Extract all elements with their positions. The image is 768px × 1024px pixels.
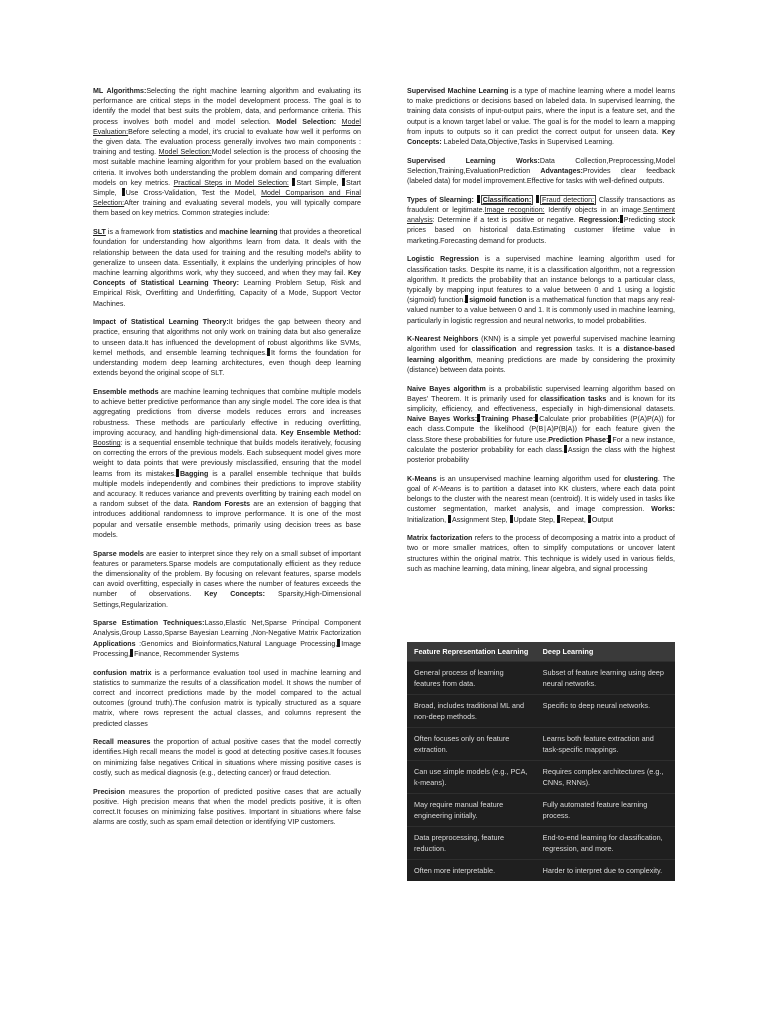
supervised-works-paragraph: Supervised Learning Works:Data Collection,Preprocessing,Model Selection,Training,EvaluationPrediction Advantages:Provides clear feedback (labeled data) for model improvement.Effective for tasks with well-defined outputs. bbox=[407, 156, 675, 186]
supervised-ml-paragraph: Supervised Machine Learning is a type of machine learning where a model learns to make predictions or decisions based on labeled data. In supervised learning, the training data consists of input-output pairs, where the input is a feature set, and the output is a known target label or value. The goal is for the model to learn a mapping from inputs to outputs so it can predict the correct output for unseen data. Key Concepts: Labeled Data,Objective,Tasks in Supervised Learning. bbox=[407, 87, 676, 147]
marker-icon bbox=[448, 515, 451, 523]
marker-icon bbox=[608, 435, 611, 443]
table-cell: Harder to interpret due to complexity. bbox=[536, 860, 675, 882]
table-row bbox=[407, 827, 675, 860]
table-cell: General process of learning features from data. bbox=[407, 662, 536, 695]
marker-icon bbox=[536, 195, 539, 203]
naive-bayes-paragraph: Naive Bayes algorithm is a probabilistic supervised learning algorithm based on Bayes' Theorem. It is primarily used for classification tasks and is known for its simplicity, efficiency, and effectiveness, especially in high-dimensional datasets. Naive Bayes Works: Training Phase: Calculate prior probabilities (P(A)P(A)) for each class.Compute the likelihood (P(B∣A)P(B|A)) for each feature given the class.Store these probabilities for future use.Prediction Phase: For a new instance, calculate the posterior probability for each class. Assign the class with the highest posterior probability bbox=[407, 384, 676, 464]
table-row bbox=[407, 860, 675, 882]
table-cell: Often more interpretable. bbox=[407, 860, 536, 882]
table-row bbox=[407, 695, 675, 728]
marker-icon bbox=[292, 178, 295, 186]
table-cell: Data preprocessing, feature reduction. bbox=[407, 827, 536, 860]
table-cell: Specific to deep neural networks. bbox=[536, 695, 675, 728]
confusion-matrix-paragraph: confusion matrix is a performance evaluation tool used in machine learning and statistics to summarize the results of a classification model. It shows the number of correct and incorrect predictions made by the model compared to the actual outcomes (ground truth).The confusion matrix is typically structured as a square matrix, where rows represent the actual classes, and columns represent the predicted classes bbox=[93, 668, 362, 728]
marker-icon bbox=[267, 348, 270, 356]
ml-algorithms-paragraph: ML Algorithms:Selecting the right machine learning algorithm and evaluating its performance are critical steps in the model development process. The goal is to identify the model that best suits the problem, data, and performance criteria. This process involves both model and model selection. Model Selection: Model Evaluation:Before selecting a model, it's crucial to evaluate how well it performs on the given data. The evaluation process generally involves two main components : training and testing. Model Selection:Model selection is the process of choosing the most suitable machine learning algorithm for your problem based on the evaluation criteria. It involves both understanding the problem domain and comparing different models on key metrics. Practical Steps in Model Selection: Start Simple, Start Simple, Use Cross-Validation, Test the Model, Model Comparison and Final Selection:After training and evaluating several models, you will typically compare them based on key metrics. Common strategies include: bbox=[93, 87, 362, 218]
recall-paragraph: Recall measures the proportion of actual positive cases that the model correctly identifies.High recall means the model is good at detecting positive cases.It focuses on minimizing false negatives Critical in situations where missing positive cases is costly, such as medical diagnosis (e.g., detecting cancer) or fraud detection. bbox=[93, 738, 361, 777]
marker-icon bbox=[510, 515, 513, 523]
table-cell: Often focuses only on feature extraction. bbox=[407, 728, 536, 761]
matrix-factorization-paragraph: Matrix factorization refers to the process of decomposing a matrix into a product of two or more smaller matrices, often to simplify computations or uncover latent structures within the original matrix. This technique is widely used in various fields, such as machine learning, data mining, linear algebra, and signal processing bbox=[407, 534, 675, 573]
column-header: Feature Representation Learning bbox=[407, 642, 536, 662]
table-cell: Broad, includes traditional ML and non-deep methods. bbox=[407, 695, 536, 728]
table-row bbox=[407, 728, 675, 761]
marker-icon bbox=[176, 469, 179, 477]
table-cell: Learns both feature extraction and task-specific mappings. bbox=[536, 728, 675, 761]
table-cell: End-to-end learning for classification, regression, and more. bbox=[536, 827, 675, 860]
marker-icon bbox=[477, 195, 480, 203]
table-row bbox=[407, 662, 675, 695]
marker-icon bbox=[465, 295, 468, 303]
sparse-models-paragraph: Sparse models are easier to interpret since they rely on a small subset of important features or parameters.Sparse models are computationally efficient as they reduce the dimensionality of the problem. By focusing on relevant features, sparse models can avoid overfitting, especially in cases where the number of features exceeds the number of observations. Key Concepts: Sparsity,High-Dimensional Settings,Regularization. bbox=[93, 549, 362, 609]
column-header: Deep Learning bbox=[536, 642, 675, 662]
table-row bbox=[407, 794, 675, 827]
table-cell: Fully automated feature learning process. bbox=[536, 794, 675, 827]
marker-icon bbox=[557, 515, 560, 523]
logistic-regression-paragraph: Logistic Regression is a supervised machine learning algorithm used for classification tasks. Despite its name, it is a classification algorithm, not a regression algorithm. It predicts the probability that an instance belongs to a particular class, typically by mapping input features to a value between 0 and 1 using a logistic (sigmoid) function. sigmoid function is a mathematical function that maps any real-valued number to a value between 0 and 1. It is commonly used in machine learning, particularly in logistic regression and neural networks, to model probabilities. bbox=[407, 255, 675, 325]
marker-icon bbox=[342, 178, 345, 186]
sparse-estimation-paragraph: Sparse Estimation Techniques:Lasso,Elastic Net,Sparse Principal Component Analysis,Group Lasso,Sparse Bayesian Learning ,Non-Negative Matrix Factorization Applications :Genomics and Bioinformatics,Natural Language Processing, Image Processing, Finance, Recommender Systems bbox=[93, 619, 361, 658]
marker-icon bbox=[588, 515, 591, 523]
marker-icon bbox=[535, 414, 538, 422]
precision-paragraph: Precision measures the proportion of predicted positive cases that are actually positive. High precision means that when the model predicts positive, it is often correct.It focuses on minimizing false positives. Important in situations where false alarms are costly, such as spam email detection or identifying VIP customers. bbox=[93, 787, 361, 827]
comparison-table bbox=[407, 642, 675, 881]
marker-icon bbox=[477, 414, 480, 422]
marker-icon bbox=[620, 215, 623, 223]
table-cell: May require manual feature engineering initially. bbox=[407, 794, 536, 827]
kmeans-paragraph: K-Means is an unsupervised machine learning algorithm used for clustering. The goal of K-Means is to partition a dataset into KK clusters, where each data point belongs to the cluster with the nearest mean (centroid). It is widely used in tasks like customer segmentation, market analysis, and image compression. Works: Initialization, Assignment Step, Update Step, Repeat, Output bbox=[407, 474, 675, 524]
left-column bbox=[93, 86, 361, 836]
marker-icon bbox=[130, 649, 133, 657]
table-cell: Requires complex architectures (e.g., CNNs, RNNs). bbox=[536, 761, 675, 794]
table-row bbox=[407, 761, 675, 794]
impact-slt-paragraph: Impact of Statistical Learning Theory:It bridges the gap between theory and practice, ensuring that algorithms not only work on training data but also generalize to unseen data.It has influenced the development of robust algorithms like SVMs, kernel methods, and ensemble learning techniques. It forms the foundation for understanding modern deep learning architectures, even though deep learning extends beyond the original scope of SLT. bbox=[93, 318, 361, 378]
right-column bbox=[407, 86, 675, 583]
marker-icon bbox=[122, 188, 125, 196]
table-cell: Can use simple models (e.g., PCA, k-means). bbox=[407, 761, 536, 794]
ensemble-paragraph: Ensemble methods are machine learning techniques that combine multiple models to achieve better predictive performance than any single model. The core idea is that aggregating predictions from diverse models reduces errors and increases robustness. These methods are particularly effective in reducing overfitting, improving accuracy, and handling high-dimensional data. Key Ensemble Method: Boosting: is a sequential ensemble technique that builds models iteratively, focusing on correcting the errors of the previous models. Each subsequent model gives more weight to data points that were previously misclassified, ensuring that the model learns from its mistakes. Bagging is a parallel ensemble technique that builds multiple models independently and combines their predictions to improve stability and accuracy. It reduces variance and prevents overfitting by training each model on a random subset of the data. Random Forests are an extension of bagging that introduces additional randomness to improve performance. It is one of the most popular and versatile ensemble methods, primarily using decision trees as base models. bbox=[93, 387, 362, 539]
table-cell: Subset of feature learning using deep neural networks. bbox=[536, 662, 675, 695]
marker-icon bbox=[564, 445, 567, 453]
table-header-row bbox=[407, 642, 675, 662]
knn-paragraph: K-Nearest Neighbors (KNN) is a simple yet powerful supervised machine learning algorithm used for classification and regression tasks. It is a distance-based learning algorithm, meaning predictions are made by considering the proximity (distance) between data points. bbox=[407, 335, 676, 374]
types-slearning-paragraph: Types of Slearning: Classification: Fraud detection: Classify transactions as fraudulent or legitimate.Image recognition: Identify objects in an image.Sentiment analysis: Determine if a text is positive or negative. Regression: Predicting stock prices based on historical data.Estimating customer lifetime value in marketing.Forecasting demand for products. bbox=[407, 195, 675, 245]
slt-paragraph: SLT is a framework from statistics and machine learning that provides a theoretical foundation for understanding how algorithms learn from data. It deals with the relationship between the data used for training and the resulting model's ability to generalize to unseen data. Essentially, it explains the underlying principles of how machine learning algorithms work, why they succeed, and when they may fail. Key Concepts of Statistical Learning Theory: Learning Problem Setup, Risk and Empirical Risk, Overfitting and Underfitting, Capacity of a Mode, Support Vector Machines. bbox=[93, 228, 362, 308]
marker-icon bbox=[337, 639, 340, 647]
